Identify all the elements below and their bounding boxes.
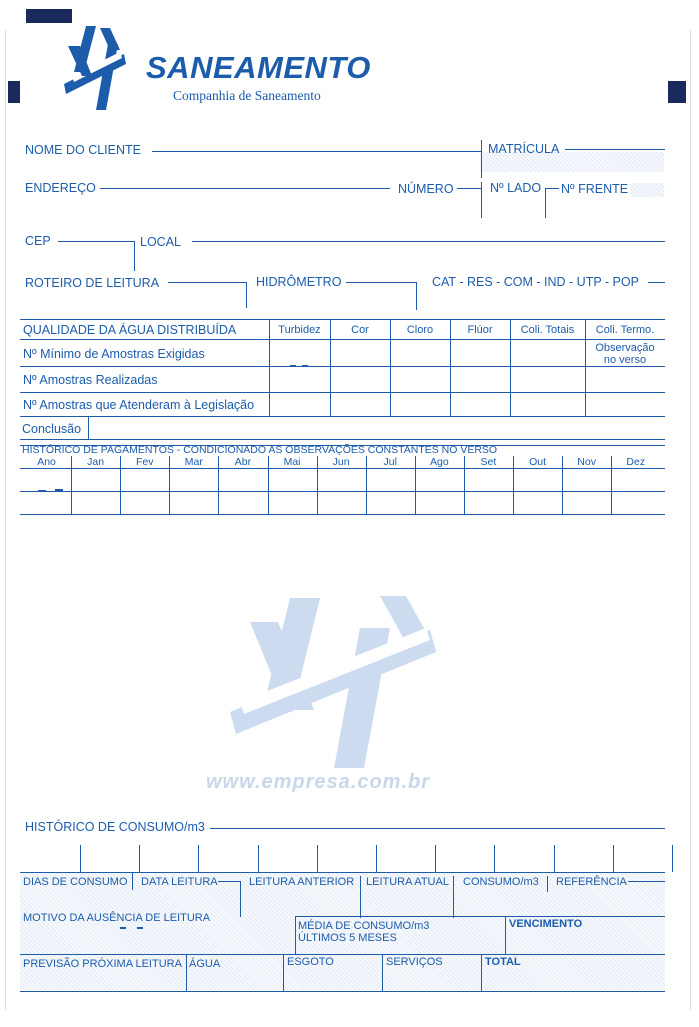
registration-mark-left (8, 81, 20, 103)
label-vencimento: VENCIMENTO (509, 918, 583, 930)
payments-column-divider (611, 456, 612, 514)
payments-column-divider (464, 456, 465, 514)
label-roteiro: ROTEIRO DE LEITURA (25, 276, 160, 290)
consumption-column-divider (139, 845, 140, 872)
consumption-column-divider (376, 845, 377, 872)
watermark-logo-icon (230, 592, 440, 770)
quality-row-atenderam: Nº Amostras que Atenderam à Legislação (23, 398, 255, 412)
label-endereco: ENDEREÇO (25, 181, 96, 195)
payments-column-divider (218, 456, 219, 514)
quality-col-fluor: Flúor (467, 324, 493, 336)
payments-month-3: Mar (184, 456, 203, 468)
label-local: LOCAL (140, 235, 181, 249)
consumption-column-divider (435, 845, 436, 872)
label-consumo-m3: CONSUMO/m3 (463, 876, 539, 888)
quality-col-turbidez: Turbidez (278, 324, 321, 336)
payments-month-11: Nov (577, 456, 596, 468)
payments-column-divider (169, 456, 170, 514)
label-categorias: CAT - RES - COM - IND - UTP - POP (432, 275, 639, 289)
registration-mark-top-left (26, 9, 72, 23)
payments-month-5: Mai (283, 456, 301, 468)
label-leitura-anterior: LEITURA ANTERIOR (249, 876, 355, 888)
label-referencia: REFERÊNCIA (556, 876, 627, 888)
label-dias-consumo: DIAS DE CONSUMO (23, 876, 128, 888)
label-lado: Nº LADO (490, 181, 542, 195)
label-esgoto: ESGOTO (287, 956, 334, 968)
payments-column-divider (317, 456, 318, 514)
quality-col-coli-termo: Coli. Termo. (595, 324, 655, 336)
quality-col-cloro: Cloro (406, 324, 434, 336)
quality-row-realizadas: Nº Amostras Realizadas (23, 373, 158, 387)
payments-column-divider (71, 456, 72, 514)
label-frente: Nº FRENTE (561, 182, 629, 196)
quality-observacao: Observação no verso (595, 342, 655, 366)
label-total: TOTAL (485, 956, 521, 968)
quality-col-coli-totais: Coli. Totais (520, 324, 575, 336)
watermark-url: www.empresa.com.br (206, 771, 430, 793)
label-ultimos-meses: ÚLTIMOS 5 MESES (298, 932, 397, 944)
payments-month-12: Dez (626, 456, 646, 468)
consumption-column-divider (258, 845, 259, 872)
quality-title: QUALIDADE DA ÁGUA DISTRIBUÍDA (23, 323, 237, 337)
payments-column-divider (366, 456, 367, 514)
payments-month-10: Out (529, 456, 547, 468)
consumption-column-divider (198, 845, 199, 872)
consumption-title: HISTÓRICO DE CONSUMO/m3 (25, 820, 205, 834)
consumption-column-divider (494, 845, 495, 872)
label-data-leitura: DATA LEITURA (141, 876, 218, 888)
consumption-column-divider (317, 845, 318, 872)
payments-column-divider (120, 456, 121, 514)
payments-month-4: Abr (234, 456, 252, 468)
payments-month-7: Jul (383, 456, 397, 468)
payments-column-divider (562, 456, 563, 514)
payments-column-divider (513, 456, 514, 514)
label-motivo-ausencia: MOTIVO DA AUSÊNCIA DE LEITURA (23, 912, 211, 924)
payments-month-6: Jun (332, 456, 350, 468)
label-media-consumo: MÉDIA DE CONSUMO/m3 (298, 920, 430, 932)
payments-month-8: Ago (430, 456, 449, 468)
company-subtitle: Companhia de Saneamento (173, 88, 321, 103)
company-logo-icon (62, 24, 132, 112)
payments-column-divider (268, 456, 269, 514)
quality-conclusao: Conclusão (22, 422, 82, 436)
label-previsao-leitura: PREVISÃO PRÓXIMA LEITURA (23, 958, 182, 970)
label-numero: NÚMERO (398, 182, 454, 196)
registration-mark-right (668, 81, 686, 103)
label-leitura-atual: LEITURA ATUAL (366, 876, 449, 888)
quality-col-cor: Cor (351, 324, 369, 336)
label-cep: CEP (25, 234, 51, 248)
payments-title: HISTÓRICO DE PAGAMENTOS - CONDICIONADO AS OBSERVAÇÕES CONSTANTES NO VERSO (22, 444, 498, 456)
label-servicos: SERVIÇOS (386, 956, 443, 968)
payments-month-1: Jan (87, 456, 105, 468)
quality-row-minimo: Nº Mínimo de Amostras Exigidas (23, 347, 205, 361)
consumption-column-divider (613, 845, 614, 872)
consumption-column-divider (672, 845, 673, 872)
label-hidrometro: HIDRÔMETRO (256, 275, 342, 289)
payments-column-divider (415, 456, 416, 514)
payments-month-2: Fev (135, 456, 154, 468)
consumption-column-divider (554, 845, 555, 872)
label-nome-cliente: NOME DO CLIENTE (25, 143, 141, 157)
consumption-column-divider (80, 845, 81, 872)
label-agua: ÁGUA (189, 958, 221, 970)
label-matricula: MATRÍCULA (488, 142, 560, 156)
payments-month-0: Ano (37, 456, 56, 468)
payments-month-9: Set (480, 456, 497, 468)
company-name: SANEAMENTO (146, 50, 371, 85)
